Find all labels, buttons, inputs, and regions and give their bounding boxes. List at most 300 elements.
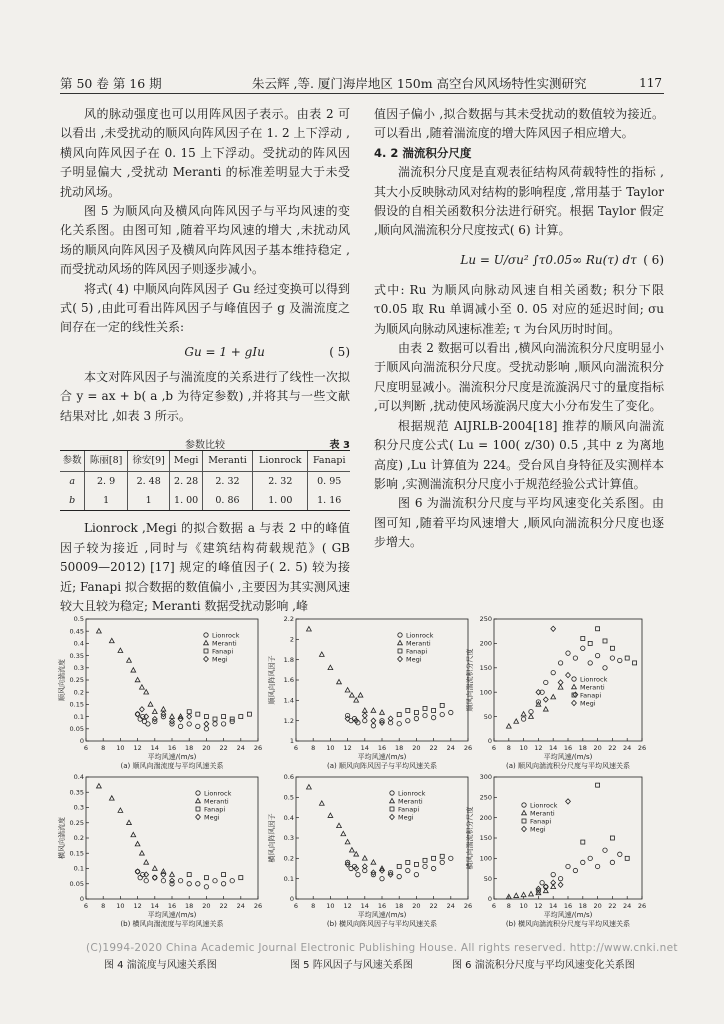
y-tick-label: 150	[479, 834, 492, 843]
data-point	[371, 860, 376, 864]
legend-entry: Lionrock	[530, 801, 558, 810]
x-tick-label: 12	[133, 902, 142, 910]
data-point	[239, 715, 243, 719]
plot-frame	[494, 619, 642, 741]
x-tick-label: 22	[608, 902, 617, 910]
data-point	[610, 646, 614, 650]
y-tick-label: 50	[483, 874, 492, 883]
data-point	[187, 710, 191, 714]
legend-entry: Lionrock	[580, 675, 608, 684]
data-point	[573, 868, 577, 872]
x-tick-label: 24	[236, 744, 245, 752]
y-tick-label: 0.5	[73, 615, 84, 624]
table-cell: 0. 86	[202, 491, 252, 511]
data-point	[390, 798, 395, 802]
data-point	[222, 873, 226, 877]
y-tick-label: 0.2	[73, 834, 84, 843]
y-tick-label: 0.1	[73, 864, 84, 873]
data-point	[521, 712, 526, 716]
data-point	[398, 656, 403, 661]
series-megi	[345, 862, 393, 877]
series-megi	[536, 626, 578, 702]
y-tick-label: 1	[289, 737, 294, 746]
x-tick-label: 26	[463, 744, 473, 752]
data-point	[596, 783, 600, 787]
chart-3	[465, 615, 646, 770]
series-fanapi	[581, 627, 637, 665]
x-tick-label: 14	[150, 744, 159, 752]
y-tick-label: 0.2	[283, 854, 294, 863]
series-fanapi	[397, 703, 444, 716]
legend-entry: Meranti	[398, 797, 423, 806]
data-point	[406, 860, 410, 864]
data-point	[595, 653, 599, 657]
y-tick-label: 200	[479, 813, 492, 822]
table-cell: 0. 95	[308, 471, 350, 491]
right-column	[374, 105, 664, 553]
y-tick-label: 0.15	[69, 700, 84, 709]
data-point	[618, 852, 622, 856]
paragraph: 式中: Ru 为顺风向脉动风速自相关函数; 积分下限 τ0.05 取 Ru 单调减小至 0. 05 对应的延迟时间; σu 为顺风向脉动风速标准差; τ 为台风历时时间。	[374, 282, 664, 336]
equation-6	[374, 241, 664, 281]
legend-entry: Fanapi	[204, 805, 226, 814]
x-tick-label: 14	[150, 902, 159, 910]
legend-entry: Fanapi	[530, 817, 552, 826]
data-point	[140, 851, 145, 855]
data-point	[406, 868, 410, 872]
x-tick-label: 6	[83, 902, 89, 910]
table-number: 表 3	[329, 440, 350, 452]
data-point	[230, 719, 234, 723]
data-point	[328, 813, 333, 817]
legend-entry: Megi	[212, 655, 228, 664]
data-point	[397, 722, 401, 726]
data-point	[588, 856, 592, 860]
x-axis-label: 平均风速/(m/s)	[147, 911, 197, 919]
data-point	[521, 717, 525, 721]
y-tick-label: 1.4	[283, 696, 294, 705]
table-cell: 1	[85, 491, 128, 511]
y-tick-label: 0.35	[69, 788, 84, 797]
series-megi	[135, 707, 209, 727]
data-point	[196, 798, 201, 802]
data-point	[170, 872, 175, 876]
y-tick-label: 0	[487, 895, 492, 904]
data-point	[153, 875, 157, 879]
data-point	[362, 713, 367, 718]
data-point	[127, 658, 132, 662]
table-cell: 2. 28	[170, 471, 202, 491]
data-point	[390, 814, 395, 819]
data-point	[187, 714, 192, 719]
data-point	[633, 661, 637, 665]
data-point	[221, 722, 225, 726]
data-point	[196, 791, 200, 795]
data-point	[529, 714, 534, 718]
paragraph: 由表 2 数据可以看出 ,横风向湍流积分尺度明显小于顺风向湍流积分尺度。受扰动影响 ,顺风向湍流积分尺度明显减小。湍流积分尺度是流漩涡尺寸的量度指标 ,可以判断 ,扰动使风场漩涡尺度大小分布发生了变化。	[374, 341, 664, 414]
data-point	[221, 882, 225, 886]
data-point	[213, 722, 217, 726]
data-point	[440, 712, 444, 716]
data-point	[204, 885, 208, 889]
x-tick-label: 22	[429, 902, 438, 910]
x-tick-label: 24	[623, 744, 632, 752]
x-tick-label: 12	[343, 744, 352, 752]
data-point	[625, 856, 629, 860]
y-tick-label: 0.1	[283, 874, 294, 883]
paragraph: Lionrock ,Megi 的拟合数据 a 与表 2 中的峰值因子较为接近 ,同时与《建筑结构荷载规范》( GB 50009—2012) [17] 规定的峰值因子( 2. 5) 较为接近; Fanapi 拟合数据的数值偏小 ,主要因为其实测风速较大且较为稳定; Meranti 数据受扰动影响 ,峰	[60, 521, 350, 613]
data-point	[152, 866, 157, 870]
data-point	[307, 785, 312, 789]
data-point	[371, 724, 375, 728]
data-point	[397, 874, 401, 878]
table-3	[60, 450, 350, 511]
x-tick-label: 16	[563, 744, 573, 752]
chart-4	[57, 773, 262, 928]
data-point	[414, 862, 418, 866]
legend	[572, 675, 608, 707]
header-rule	[60, 93, 664, 94]
x-tick-label: 8	[311, 744, 316, 752]
y-tick-label: 0.1	[73, 712, 84, 721]
data-point	[390, 807, 394, 811]
y-tick-label: 1.8	[283, 655, 294, 664]
x-tick-label: 26	[253, 902, 263, 910]
data-point	[363, 718, 367, 722]
table-cell: 2. 32	[253, 471, 308, 491]
data-point	[398, 649, 402, 653]
subplot-caption: (a) 顺风向湍流积分尺度与平均风速关系	[506, 762, 630, 770]
data-point	[204, 656, 209, 661]
data-point	[406, 709, 410, 713]
data-point	[135, 869, 139, 873]
table-cell: a	[69, 475, 75, 487]
data-point	[397, 713, 401, 717]
figure-4-caption: 图 4 湍流度与风速关系图	[104, 960, 217, 971]
x-tick-label: 18	[185, 902, 194, 910]
y-tick-label: 250	[479, 793, 492, 802]
table-cell: 1. 00	[253, 491, 308, 511]
y-axis-label: 顺风向湍流积分尺度	[466, 648, 474, 712]
data-point	[432, 709, 436, 713]
x-tick-label: 10	[116, 902, 125, 910]
y-tick-label: 0.6	[283, 773, 294, 782]
y-tick-label: 0.35	[69, 651, 84, 660]
data-point	[558, 661, 562, 665]
x-tick-label: 12	[133, 744, 142, 752]
figure-6-caption: 图 6 湍流积分尺度与平均风速变化关系图	[452, 960, 635, 971]
data-point	[581, 637, 585, 641]
chart-5	[267, 773, 472, 928]
data-point	[319, 652, 324, 656]
y-tick-label: 2.2	[283, 615, 294, 624]
figure-5-caption: 图 5 阵风因子与风速关系图	[290, 960, 413, 971]
y-tick-label: 0.4	[283, 813, 294, 822]
table-header-cell: Lionrock	[253, 451, 308, 471]
table-3-caption	[60, 434, 350, 450]
legend-entry: Fanapi	[406, 647, 428, 656]
y-tick-label: 0.25	[69, 676, 84, 685]
x-tick-label: 18	[578, 744, 587, 752]
y-tick-label: 50	[483, 712, 492, 721]
left-column	[60, 105, 350, 616]
data-point	[625, 656, 629, 660]
data-point	[423, 864, 427, 868]
data-point	[610, 836, 614, 840]
y-tick-label: 0.45	[69, 627, 84, 636]
x-tick-label: 14	[360, 902, 369, 910]
data-point	[148, 702, 153, 706]
x-tick-label: 16	[377, 902, 387, 910]
data-point	[196, 814, 201, 819]
legend	[204, 631, 240, 663]
data-point	[362, 708, 367, 712]
data-point	[350, 848, 355, 852]
data-point	[558, 876, 562, 880]
x-tick-label: 26	[637, 744, 647, 752]
data-point	[345, 688, 350, 692]
x-tick-label: 14	[360, 744, 369, 752]
data-point	[118, 648, 123, 652]
table-header-cell: 参数	[60, 451, 85, 471]
x-tick-label: 24	[446, 902, 455, 910]
x-tick-label: 26	[253, 744, 263, 752]
x-tick-label: 24	[236, 902, 245, 910]
x-tick-label: 16	[167, 902, 177, 910]
chart-6	[465, 773, 646, 928]
data-point	[398, 633, 402, 637]
y-tick-label: 300	[479, 773, 492, 782]
data-point	[204, 640, 209, 644]
data-point	[566, 673, 571, 678]
data-point	[97, 629, 102, 633]
data-point	[543, 707, 548, 711]
data-point	[109, 796, 114, 800]
data-point	[135, 712, 139, 716]
table-cell: 1. 00	[170, 491, 202, 511]
data-point	[414, 711, 418, 715]
x-axis-label: 平均风速/(m/s)	[543, 911, 593, 919]
data-point	[152, 709, 157, 713]
data-point	[337, 823, 342, 827]
data-point	[596, 627, 600, 631]
legend-entry: Megi	[406, 655, 422, 664]
x-tick-label: 20	[202, 902, 211, 910]
y-tick-label: 0.05	[69, 879, 84, 888]
data-point	[543, 697, 548, 702]
data-point	[341, 831, 346, 835]
data-point	[544, 680, 548, 684]
legend-entry: Meranti	[406, 639, 431, 648]
data-point	[551, 694, 556, 698]
data-point	[131, 668, 136, 672]
chart-2	[267, 615, 472, 770]
data-point	[603, 639, 607, 643]
data-point	[431, 715, 435, 719]
data-point	[440, 703, 444, 707]
data-point	[449, 710, 453, 714]
x-tick-label: 18	[395, 902, 404, 910]
table-header-cell: Megi	[170, 451, 202, 471]
running-header	[60, 72, 664, 92]
table-header-cell: 陈丽[8]	[85, 451, 128, 471]
data-point	[131, 832, 136, 836]
data-point	[337, 679, 342, 683]
legend-entry: Megi	[530, 825, 546, 834]
x-tick-label: 16	[167, 744, 177, 752]
equation-6-number: ( 6)	[643, 253, 664, 268]
watermark: (C)1994-2020 China Academic Journal Electronic Publishing House. All rights reserved. http://www.cnki.net	[86, 942, 678, 954]
table-cell: 2. 32	[202, 471, 252, 491]
legend-entry: Fanapi	[398, 805, 420, 814]
legend-entry: Lionrock	[406, 631, 434, 640]
data-point	[610, 860, 614, 864]
chart-1	[57, 615, 262, 770]
data-point	[423, 706, 427, 710]
data-point	[204, 715, 208, 719]
equation-6-body: Lu = U/σu² ∫τ0.05∞ Ru(τ) dτ	[460, 253, 637, 268]
table-cell: b	[60, 491, 85, 511]
data-point	[345, 839, 350, 843]
data-point	[371, 718, 376, 723]
paragraph: 根据规范 AIJRLB-2004[18] 推荐的顺风向湍流积分尺度公式( Lu = 100( z/30) 0.5 ,其中 z 为离地高度) ,Lu 计算值为 224。受台风自身特征及实测样本影响 ,实测湍流积分尺度小于规范经验公式计算值。	[374, 418, 664, 491]
data-point	[196, 882, 200, 886]
legend-entry: Meranti	[212, 639, 237, 648]
y-tick-label: 0.4	[73, 773, 84, 782]
data-point	[581, 840, 585, 844]
data-point	[380, 710, 385, 714]
data-point	[390, 791, 394, 795]
x-tick-label: 20	[412, 744, 421, 752]
series-lionrock	[345, 710, 453, 728]
y-tick-label: 0.4	[73, 639, 84, 648]
y-axis-label: 顺风向湍流度	[58, 659, 66, 701]
paragraph: 本文对阵风因子与湍流度的关系进行了线性一次拟合 y = ax + b( a ,b 为待定参数) ,并将其与一些文献结果对比 ,如表 3 所示。	[60, 369, 350, 423]
x-tick-label: 8	[101, 902, 106, 910]
data-point	[514, 719, 519, 723]
data-point	[144, 690, 149, 694]
legend-entry: Megi	[398, 813, 414, 822]
x-tick-label: 18	[185, 744, 194, 752]
y-axis-label: 横风向湍流度	[58, 817, 66, 859]
section-heading: 4. 2 湍流积分尺度	[374, 145, 472, 160]
data-point	[146, 722, 150, 726]
data-point	[247, 712, 251, 716]
x-tick-label: 24	[446, 744, 455, 752]
x-tick-label: 16	[563, 902, 573, 910]
data-point	[140, 685, 145, 689]
data-point	[328, 665, 333, 669]
data-point	[239, 876, 243, 880]
data-point	[572, 684, 577, 688]
data-point	[398, 640, 403, 644]
x-tick-label: 26	[637, 902, 647, 910]
data-point	[354, 698, 359, 702]
data-point	[522, 826, 527, 831]
x-tick-label: 22	[219, 744, 228, 752]
data-point	[440, 854, 444, 858]
legend	[398, 631, 434, 663]
x-axis-label: 平均风速/(m/s)	[357, 911, 407, 919]
legend-entry: Megi	[204, 813, 220, 822]
legend-entry: Fanapi	[212, 647, 234, 656]
y-tick-label: 0.05	[69, 725, 84, 733]
y-tick-label: 1.6	[283, 676, 294, 685]
data-point	[350, 693, 355, 697]
x-axis-label: 平均风速/(m/s)	[147, 753, 197, 761]
page-number: 117	[639, 76, 662, 90]
x-tick-label: 6	[293, 744, 299, 752]
table-cell: 2. 9	[85, 471, 128, 491]
data-point	[178, 724, 182, 728]
data-point	[414, 872, 418, 876]
data-point	[178, 879, 182, 883]
data-point	[380, 876, 384, 880]
y-axis-label: 顺风向阵风因子	[268, 655, 276, 705]
x-tick-label: 20	[593, 902, 602, 910]
table-row	[60, 491, 350, 511]
equation-5-body: Gu = 1 + gIu	[184, 345, 265, 360]
data-point	[135, 842, 140, 846]
data-point	[371, 708, 376, 712]
data-point	[566, 651, 570, 655]
data-point	[522, 819, 526, 823]
data-point	[135, 677, 140, 681]
y-tick-label: 0.3	[73, 664, 84, 672]
x-tick-label: 10	[326, 902, 335, 910]
paragraph: 湍流积分尺度是直观表征结构风荷载特性的指标 ,其大小反映脉动风对结构的影响程度 ,常用基于 Taylor 假设的自相关函数积分法进行研究。根据 Taylor 假定 ,顺向风湍流积分尺度按式( 6) 计算。	[374, 165, 664, 238]
x-tick-label: 26	[463, 902, 473, 910]
x-tick-label: 6	[491, 902, 497, 910]
subplot-caption: (a) 顺风向湍流度与平均风速关系	[120, 762, 224, 770]
x-tick-label: 12	[343, 902, 352, 910]
table-header-cell: Meranti	[202, 451, 252, 471]
series-meranti	[307, 785, 385, 871]
y-tick-label: 100	[479, 854, 492, 863]
data-point	[187, 722, 191, 726]
paragraph: 风的脉动强度也可以用阵风因子表示。由表 2 可以看出 ,未受扰动的顺风向阵风因子在 1. 2 上下浮动 ,横风向阵风因子在 0. 15 上下浮动。受扰动的阵风因子明显偏大 ,受扰动 Meranti 的标准差明显大于未受扰动风场。	[60, 107, 350, 199]
plot-frame	[494, 777, 642, 899]
data-point	[573, 656, 577, 660]
table-cell: 1. 16	[308, 491, 350, 511]
equation-5	[60, 338, 350, 368]
y-tick-label: 0	[289, 895, 294, 904]
data-point	[540, 881, 544, 885]
x-tick-label: 10	[116, 744, 125, 752]
x-axis-label: 平均风速/(m/s)	[543, 753, 593, 761]
x-tick-label: 12	[534, 902, 543, 910]
data-point	[449, 856, 453, 860]
series-meranti	[506, 685, 563, 728]
y-tick-label: 0	[79, 895, 84, 904]
legend-entry: Megi	[580, 699, 596, 708]
data-point	[551, 872, 555, 876]
data-point	[397, 864, 401, 868]
data-point	[566, 799, 571, 804]
data-point	[522, 803, 526, 807]
paragraph: 图 6 为湍流积分尺度与平均风速变化关系图。由图可知 ,随着平均风速增大 ,顺风向湍流积分尺度也逐步增大。	[374, 496, 664, 550]
table-row	[60, 471, 350, 491]
series-lionrock	[135, 712, 234, 731]
subplot-caption: (b) 横风向阵风因子与平均风速关系	[326, 920, 438, 928]
data-point	[356, 872, 360, 876]
data-point	[230, 879, 234, 883]
data-point	[144, 860, 149, 864]
data-point	[144, 879, 148, 883]
data-point	[196, 712, 200, 716]
x-tick-label: 16	[377, 744, 387, 752]
y-tick-label: 0.5	[283, 793, 294, 802]
